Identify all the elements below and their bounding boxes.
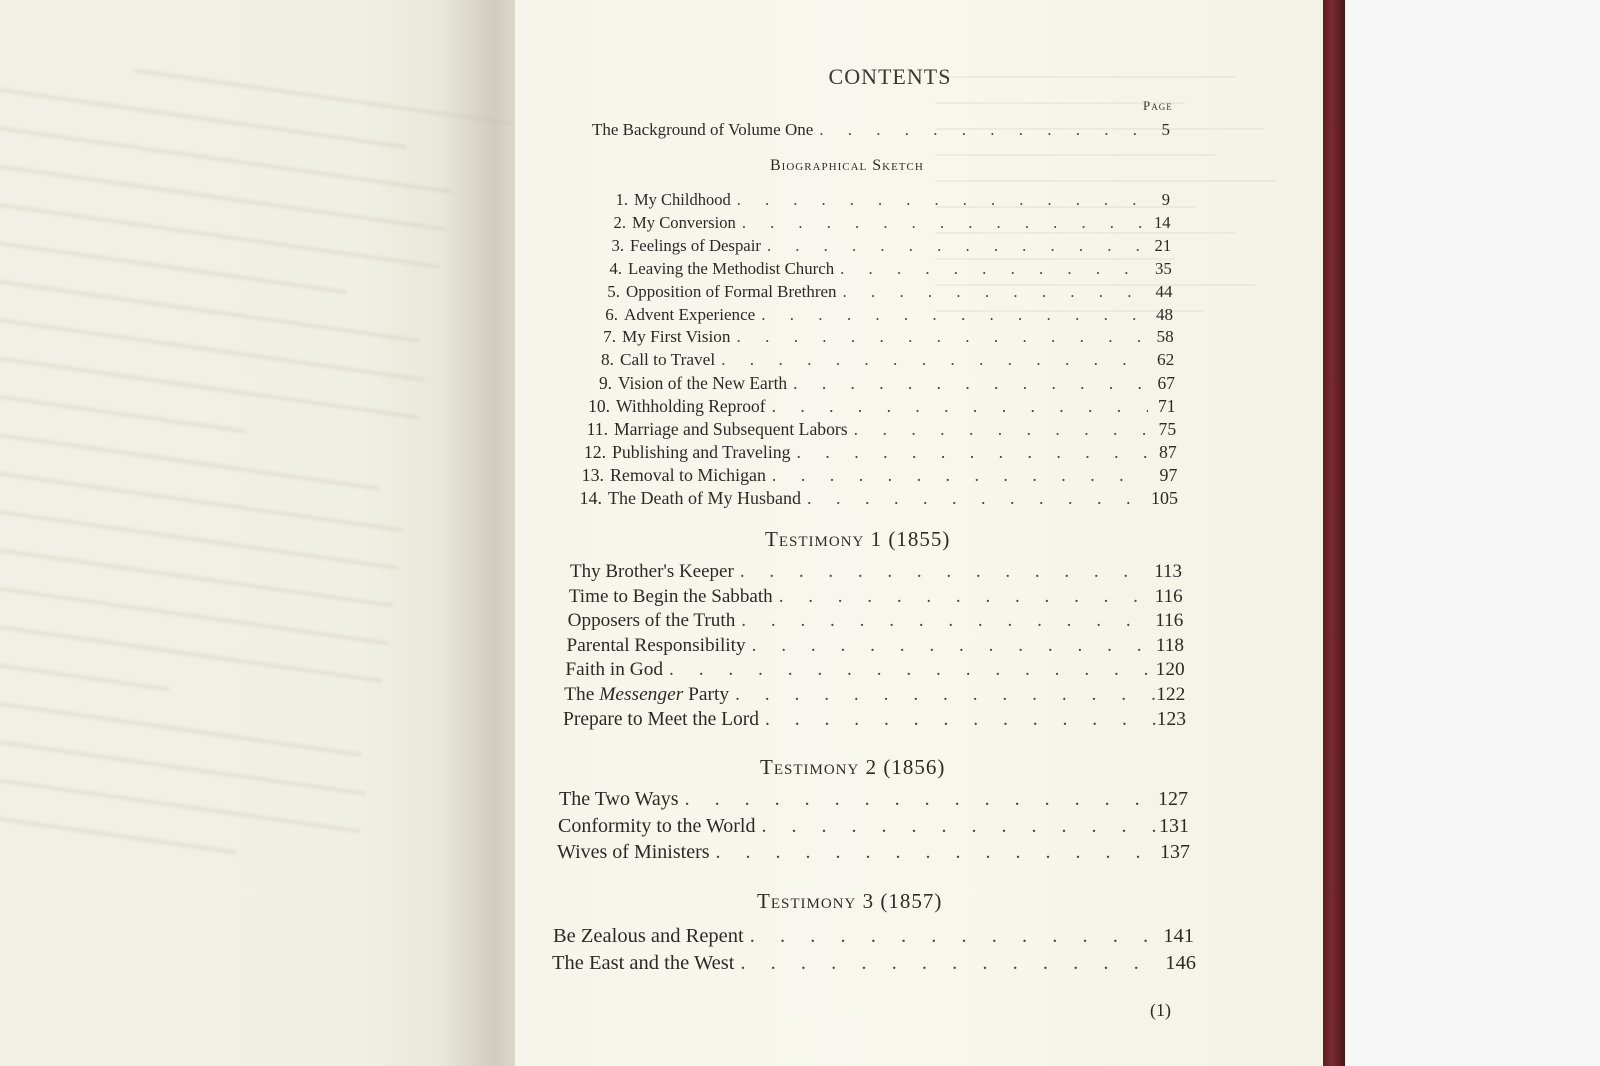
left-page-blurred-text xyxy=(0,20,515,888)
toc-entry-page: 21 xyxy=(1154,235,1172,255)
contents-title: CONTENTS xyxy=(828,64,952,89)
toc-entry-label: My Childhood xyxy=(634,190,731,209)
toc-entry-page: 127 xyxy=(1158,788,1188,810)
toc-entry-page: 105 xyxy=(1151,487,1178,508)
toc-entry-label: The East and the West xyxy=(552,952,735,974)
toc-entry-number: 6. xyxy=(605,304,618,324)
toc-entry-page: 35 xyxy=(1155,258,1172,278)
toc-entry-number: 9. xyxy=(598,373,612,394)
leader-dots xyxy=(734,561,1154,583)
toc-entry-page: 97 xyxy=(1159,464,1178,485)
toc-entry xyxy=(570,561,1182,583)
toc-entry-label: Time to Begin the Sabbath xyxy=(568,585,773,607)
toc-entry-label: Opposers of the Truth xyxy=(567,610,736,632)
toc-entry-page: 131 xyxy=(1159,814,1189,837)
toc-entry-page: 137 xyxy=(1160,841,1190,863)
toc-entry-page: 5 xyxy=(1161,120,1170,139)
toc-entry-page: 116 xyxy=(1154,585,1183,607)
leader-dots xyxy=(755,815,1159,838)
toc-entry-number: 10. xyxy=(588,396,610,417)
page-folio: (1) xyxy=(1150,1000,1171,1020)
toc-entry xyxy=(590,282,1172,302)
toc-entry-label: Leaving the Methodist Church xyxy=(628,258,835,278)
left-facing-page xyxy=(0,0,515,1066)
leader-dots xyxy=(746,635,1156,657)
toc-entry xyxy=(559,788,1188,811)
toc-entry-number: 2. xyxy=(613,212,626,232)
toc-entry-label: Wives of Ministers xyxy=(557,841,710,863)
toc-entry-label: Call to Travel xyxy=(620,350,716,370)
leader-dots xyxy=(787,373,1147,394)
leader-dots xyxy=(836,282,1144,302)
toc-entry-page: 116 xyxy=(1155,610,1184,632)
toc-entry xyxy=(592,259,1172,279)
toc-entry-label: Faith in God xyxy=(565,659,664,681)
leader-dots xyxy=(735,610,1155,632)
toc-entry-label-post: Party xyxy=(683,684,730,705)
toc-entry-page: 141 xyxy=(1163,925,1194,947)
toc-entry xyxy=(598,190,1170,210)
toc-entry-page: 48 xyxy=(1156,304,1174,324)
leader-dots xyxy=(759,709,1157,731)
leader-dots xyxy=(766,465,1149,486)
toc-entry-label: Be Zealous and Repent xyxy=(553,925,744,947)
toc-entry-label: Publishing and Traveling xyxy=(612,441,791,462)
toc-entry-page: 75 xyxy=(1158,419,1177,439)
section-heading-biographical-sketch: Biographical Sketch xyxy=(770,157,924,174)
book-cover-edge xyxy=(1323,0,1345,1066)
toc-entry-page: 9 xyxy=(1161,190,1170,209)
toc-entry-label: The Background of Volume One xyxy=(592,120,814,139)
toc-entry-number: 12. xyxy=(583,441,606,462)
toc-entry-label: Prepare to Meet the Lord xyxy=(563,708,760,730)
toc-entry-number: 7. xyxy=(603,327,616,347)
toc-entry-label: Opposition of Formal Brethren xyxy=(626,281,837,301)
toc-entry-label-pre: The xyxy=(564,684,600,705)
toc-entry-label: My First Vision xyxy=(622,327,731,347)
toc-entry xyxy=(594,236,1171,256)
toc-entry-number: 14. xyxy=(579,487,602,508)
toc-entry-page: 44 xyxy=(1155,281,1173,301)
leader-dots xyxy=(715,350,1146,370)
leader-dots xyxy=(848,419,1148,440)
toc-entry-number: 3. xyxy=(611,235,624,255)
leader-dots xyxy=(813,120,1142,140)
toc-entry xyxy=(574,465,1177,486)
toc-entry-number: 8. xyxy=(601,350,614,370)
toc-entry xyxy=(563,709,1186,731)
toc-entry xyxy=(576,442,1177,463)
toc-entry-page: 122 xyxy=(1156,684,1186,705)
toc-entry xyxy=(572,488,1178,509)
leader-dots xyxy=(766,396,1148,417)
toc-entry-number: 11. xyxy=(586,419,608,439)
toc-entry-page: 87 xyxy=(1159,441,1177,462)
toc-entry-label: Marriage and Subsequent Labors xyxy=(614,419,848,439)
toc-entry xyxy=(588,305,1173,325)
toc-entry xyxy=(582,373,1175,394)
toc-entry xyxy=(586,327,1174,347)
toc-entry xyxy=(557,841,1190,864)
background xyxy=(1345,0,1600,1066)
toc-entry-label: Advent Experience xyxy=(624,304,756,324)
toc-entry xyxy=(584,350,1174,370)
toc-entry-page: 67 xyxy=(1157,373,1175,394)
toc-entry-label: The Death of My Husband xyxy=(608,487,801,508)
toc-entry xyxy=(567,635,1185,657)
leader-dots xyxy=(773,586,1155,608)
section-heading-testimony-1: Testimony 1 (1855) xyxy=(765,527,951,551)
toc-entry xyxy=(569,586,1183,608)
toc-entry-label xyxy=(564,684,729,706)
leader-dots xyxy=(710,841,1160,864)
leader-dots xyxy=(731,327,1146,347)
spine-shadow xyxy=(440,0,515,1066)
leader-dots xyxy=(736,213,1143,233)
toc-entry-label-italic: Messenger xyxy=(599,684,684,705)
toc-entry-label: Feelings of Despair xyxy=(630,235,761,255)
toc-entry-label: Parental Responsibility xyxy=(566,634,746,656)
leader-dots xyxy=(663,659,1156,681)
section-heading-testimony-2: Testimony 2 (1856) xyxy=(760,755,946,779)
leader-dots xyxy=(734,952,1165,975)
toc-entry-background xyxy=(592,120,1170,140)
section-heading-testimony-3: Testimony 3 (1857) xyxy=(757,889,943,913)
toc-entry-label: Vision of the New Earth xyxy=(618,373,788,394)
toc-entry-label: Thy Brother's Keeper xyxy=(570,561,734,582)
toc-entry-label: Conformity to the World xyxy=(558,814,756,837)
toc-entry xyxy=(565,659,1184,681)
toc-entry xyxy=(580,396,1176,417)
toc-entry-page: 14 xyxy=(1154,212,1171,232)
toc-entry-label: Withholding Reproof xyxy=(616,396,766,417)
toc-entry xyxy=(553,925,1194,948)
leader-dots xyxy=(729,684,1156,706)
toc-entry-label: My Conversion xyxy=(632,212,736,232)
toc-entry xyxy=(568,610,1184,632)
toc-entry-page: 118 xyxy=(1155,634,1184,656)
leader-dots xyxy=(755,305,1145,325)
leader-dots xyxy=(731,190,1142,210)
toc-entry-page: 58 xyxy=(1156,327,1174,347)
toc-entry-page: 123 xyxy=(1156,708,1186,730)
page-column-header: Page xyxy=(1143,98,1173,113)
toc-entry-number: 13. xyxy=(581,464,604,485)
toc-entry-number: 1. xyxy=(615,190,628,209)
toc-entry xyxy=(578,419,1176,440)
leader-dots xyxy=(801,488,1150,509)
toc-entry-label: Removal to Michigan xyxy=(610,464,766,485)
leader-dots xyxy=(744,925,1164,948)
toc-entry-page: 62 xyxy=(1157,350,1175,370)
toc-entry-number: 5. xyxy=(607,281,620,301)
toc-entry xyxy=(596,213,1171,233)
toc-entry-label: The Two Ways xyxy=(559,788,679,810)
toc-entry-page: 71 xyxy=(1158,396,1176,417)
toc-entry xyxy=(558,815,1189,838)
leader-dots xyxy=(761,236,1143,256)
leader-dots xyxy=(679,788,1158,811)
toc-entry-page: 146 xyxy=(1165,952,1196,974)
toc-entry-page: 120 xyxy=(1155,659,1185,681)
leader-dots xyxy=(791,442,1149,463)
toc-entry-number: 4. xyxy=(609,258,622,278)
leader-dots xyxy=(834,259,1144,279)
toc-entry xyxy=(552,952,1196,975)
toc-entry-page: 113 xyxy=(1154,561,1182,582)
toc-entry xyxy=(564,684,1185,706)
